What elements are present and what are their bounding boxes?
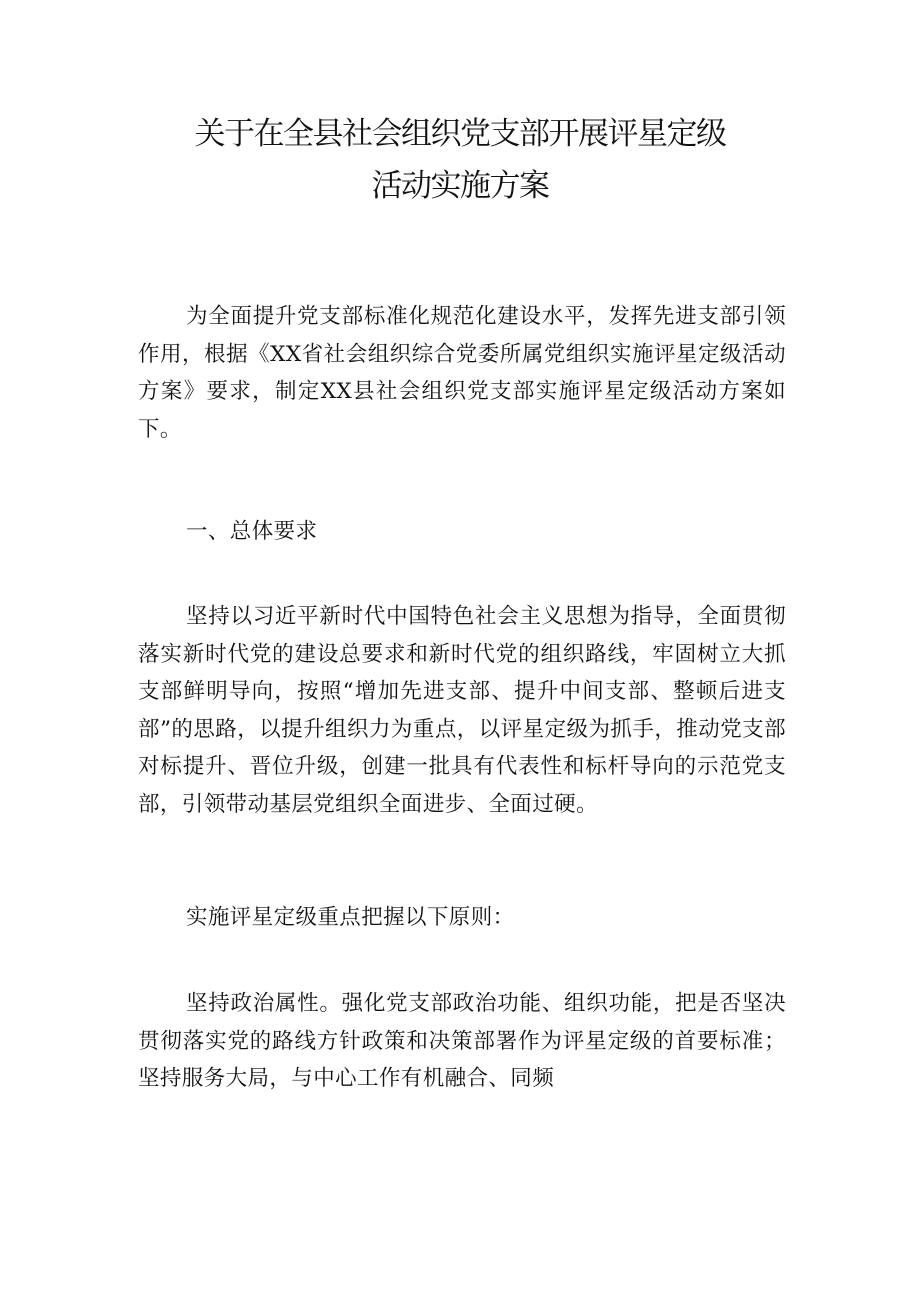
document-title-line-1: 关于在全县社会组织党支部开展评星定级 [194,116,726,152]
section-heading-general-requirements: 一、总体要求 [186,519,318,544]
intro-paragraph: 为全面提升党支部标准化规范化建设水平，发挥先进支部引领作用，根据《XX省社会组织综合党委所属党组织实施评星定级活动方案》要求，制定XX县社会组织党支部实施评星定级活动方案如下。 [138,304,786,442]
general-requirements-paragraph: 坚持以习近平新时代中国特色社会主义思想为指导，全面贯彻落实新时代党的建设总要求和新时代党的组织路线，牢固树立大抓支部鲜明导向，按照“增加先进支部、提升中间支部、整顿后进支部”的思路，以提升组织力为重点，以评星定级为抓手，推动党支部对标提升、晋位升级，创建一批具有代表性和标杆导向的示范党支部，引领带动基层党组织全面进步、全面过硬。 [138,604,786,817]
principle-political-paragraph: 坚持政治属性。强化党支部政治功能、组织功能，把是否坚决贯彻落实党的路线方针政策和决策部署作为评星定级的首要标准；坚持服务大局，与中心工作有机融合、同频 [138,991,786,1091]
principles-intro-paragraph: 实施评星定级重点把握以下原则： [186,905,515,930]
document-title-line-2: 活动实施方案 [371,168,549,204]
